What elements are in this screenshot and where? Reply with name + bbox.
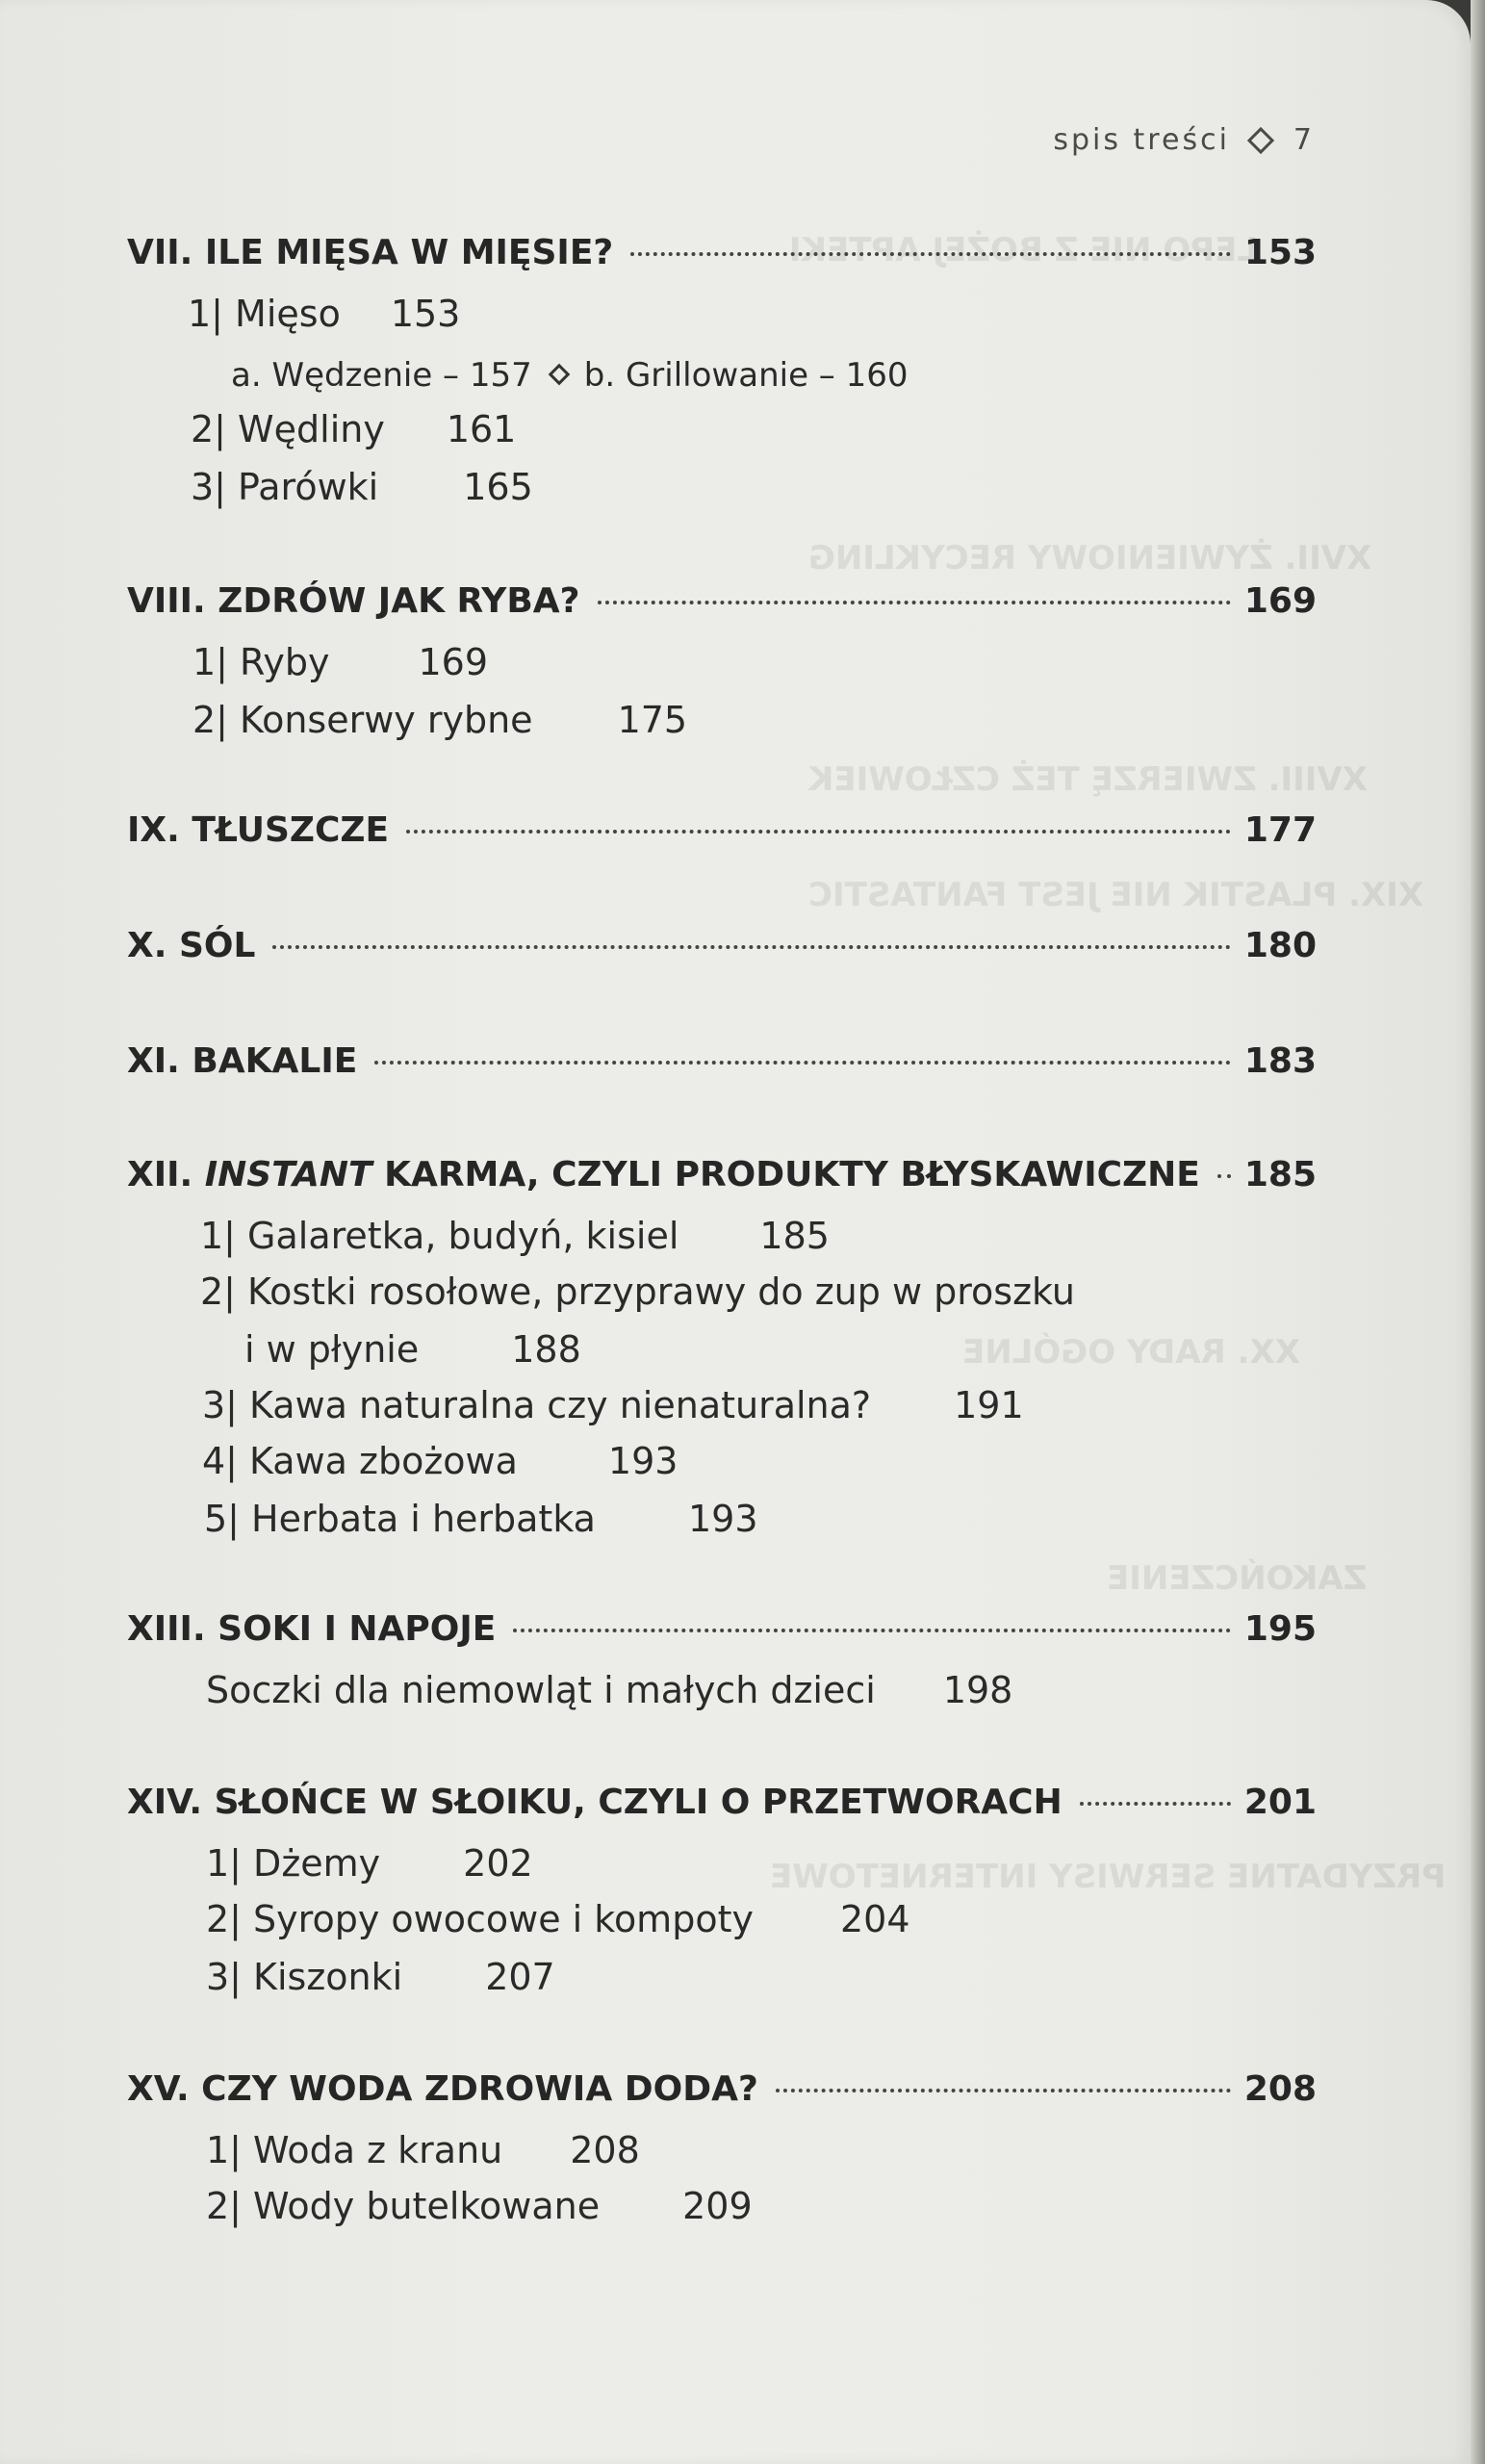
entry-page: 175 [617, 699, 688, 741]
chapter-page: 180 [1243, 926, 1317, 965]
entry-label: 3| Parówki [191, 466, 379, 508]
entry-page: 198 [942, 1669, 1013, 1711]
entry-label: 2| Syropy owocowe i kompoty [206, 1898, 754, 1940]
entry-page: 153 [390, 293, 461, 335]
chapter-title: XIV. SŁOŃCE W SŁOIKU, CZYLI O PRZETWORACH [127, 1783, 1063, 1822]
toc-entry[interactable] [200, 1270, 1075, 1313]
dot-leader [406, 830, 1231, 834]
entry-label: 1| Mięso [188, 293, 341, 335]
entry-label: 2| Wędliny [191, 408, 385, 450]
entry-page: 193 [607, 1440, 678, 1482]
entry-label: 3| Kiszonki [206, 1956, 403, 1998]
toc-entry[interactable] [191, 466, 533, 508]
toc-entry[interactable] [206, 1842, 533, 1885]
toc-entry[interactable] [206, 2129, 640, 2171]
page-number: 7 [1293, 123, 1315, 157]
show-through-text: ZAKOŃCZENIE [1107, 1559, 1368, 1598]
chapter-page: 153 [1243, 233, 1317, 272]
entry-page: 165 [463, 466, 533, 508]
entry-page: 169 [418, 641, 489, 683]
chapter-page: 177 [1243, 810, 1317, 850]
chapter-page: 185 [1243, 1155, 1317, 1194]
dot-leader [776, 2089, 1231, 2092]
entry-label: 2| Konserwy rybne [192, 699, 533, 741]
entry-page: 204 [839, 1898, 910, 1940]
subentry-b: b. Grillowanie – 160 [583, 356, 909, 395]
entry-page: 185 [759, 1215, 830, 1257]
entry-page: 208 [570, 2129, 640, 2171]
chapter-title: X. SÓL [127, 926, 256, 965]
running-header [1053, 123, 1315, 157]
toc-entry[interactable] [244, 1328, 581, 1371]
chapter-heading[interactable] [127, 233, 1317, 279]
chapter-page: 183 [1243, 1041, 1317, 1081]
chapter-heading[interactable] [127, 1155, 1317, 1201]
entry-page: 207 [485, 1956, 555, 1998]
chapter-page: 208 [1243, 2069, 1317, 2109]
toc-entry[interactable] [202, 1440, 678, 1482]
entry-page: 193 [687, 1498, 758, 1540]
chapter-heading[interactable] [127, 926, 1317, 972]
toc-entry[interactable] [206, 1956, 555, 1998]
chapter-heading[interactable] [127, 810, 1317, 857]
dot-leader [1217, 1174, 1231, 1178]
dot-leader [1080, 1802, 1231, 1806]
chapter-title-rest: KARMA, CZYLI PRODUKTY BŁYSKAWICZNE [371, 1155, 1200, 1194]
show-through-text: XVIII. ZWIERZĘ TEŻ CZŁOWIEK [808, 760, 1368, 799]
chapter-heading[interactable] [127, 1041, 1317, 1088]
chapter-page: 201 [1243, 1783, 1317, 1822]
entry-label: 1| Woda z kranu [206, 2129, 503, 2171]
entry-label: 1| Dżemy [206, 1842, 381, 1885]
entry-label: 3| Kawa naturalna czy nienaturalna? [202, 1384, 872, 1426]
show-through-text: PRZYDATNE SERWISY INTERNETOWE [770, 1858, 1447, 1896]
toc-entry[interactable] [202, 1384, 1024, 1426]
section-title: spis treści [1053, 123, 1230, 157]
toc-entry[interactable] [192, 699, 687, 741]
entry-label: 5| Herbata i herbatka [204, 1498, 596, 1540]
chapter-title [127, 1155, 1200, 1194]
show-through-text: XX. RADY OGÓLNE [962, 1333, 1300, 1372]
toc-entry[interactable] [206, 2185, 753, 2227]
entry-page: 202 [463, 1842, 533, 1885]
chapter-title: VII. ILE MIĘSA W MIĘSIE? [127, 233, 614, 272]
chapter-heading[interactable] [127, 1783, 1317, 1829]
chapter-title: XIII. SOKI I NAPOJE [127, 1609, 497, 1649]
entry-page: 161 [446, 408, 517, 450]
chapter-title: XI. BAKALIE [127, 1041, 358, 1081]
entry-label: Soczki dla niemowląt i małych dzieci [206, 1669, 876, 1711]
entry-page: 191 [954, 1384, 1024, 1426]
subentry-a: a. Wędzenie – 157 [231, 356, 532, 395]
entry-label: 2| Wody butelkowane [206, 2185, 601, 2227]
entry-page: 209 [682, 2185, 753, 2227]
entry-label: 1| Ryby [192, 641, 330, 683]
entry-label: 4| Kawa zbożowa [202, 1440, 518, 1482]
dot-leader [598, 601, 1231, 604]
entry-label: 2| Kostki rosołowe, przyprawy do zup w proszku [200, 1270, 1075, 1313]
toc-entry[interactable] [206, 1898, 910, 1940]
chapter-title: VIII. ZDRÓW JAK RYBA? [127, 581, 580, 621]
toc-entry[interactable] [192, 641, 488, 683]
toc-entry[interactable] [188, 293, 460, 335]
chapter-title: XV. CZY WODA ZDROWIA DODA? [127, 2069, 758, 2109]
page-edge [1471, 0, 1485, 2464]
show-through-text: XVII. ŻYWIENIOWY RECYKLING [808, 539, 1372, 578]
toc-entry[interactable] [204, 1498, 758, 1540]
toc-entry[interactable] [191, 408, 516, 450]
entry-label: 1| Galaretka, budyń, kisiel [200, 1215, 679, 1257]
entry-label: i w płynie [244, 1328, 420, 1371]
dot-leader [513, 1629, 1230, 1632]
dot-leader [630, 252, 1231, 256]
toc-entry[interactable] [200, 1215, 830, 1257]
chapter-heading[interactable] [127, 1609, 1317, 1656]
show-through-text: LEPO NIE Z BOŻEJ APTEKI [789, 231, 1259, 270]
show-through-text: XIX. PLASTIK NIE JEST FANTASTIC [808, 876, 1424, 914]
diamond-separator-icon [548, 364, 570, 386]
chapter-title-prefix: XII. [127, 1155, 205, 1194]
toc-subentry[interactable] [231, 356, 909, 395]
dot-leader [374, 1061, 1231, 1065]
entry-page: 188 [511, 1328, 581, 1371]
chapter-title-italic: INSTANT [204, 1155, 372, 1194]
toc-entry[interactable] [206, 1669, 1012, 1711]
dot-leader [272, 945, 1230, 949]
chapter-title: IX. TŁUSZCZE [127, 810, 390, 850]
chapter-heading[interactable] [127, 2069, 1317, 2116]
chapter-page: 195 [1243, 1609, 1317, 1649]
chapter-page: 169 [1243, 581, 1317, 621]
chapter-heading[interactable] [127, 581, 1317, 628]
diamond-ornament-icon [1247, 126, 1274, 153]
